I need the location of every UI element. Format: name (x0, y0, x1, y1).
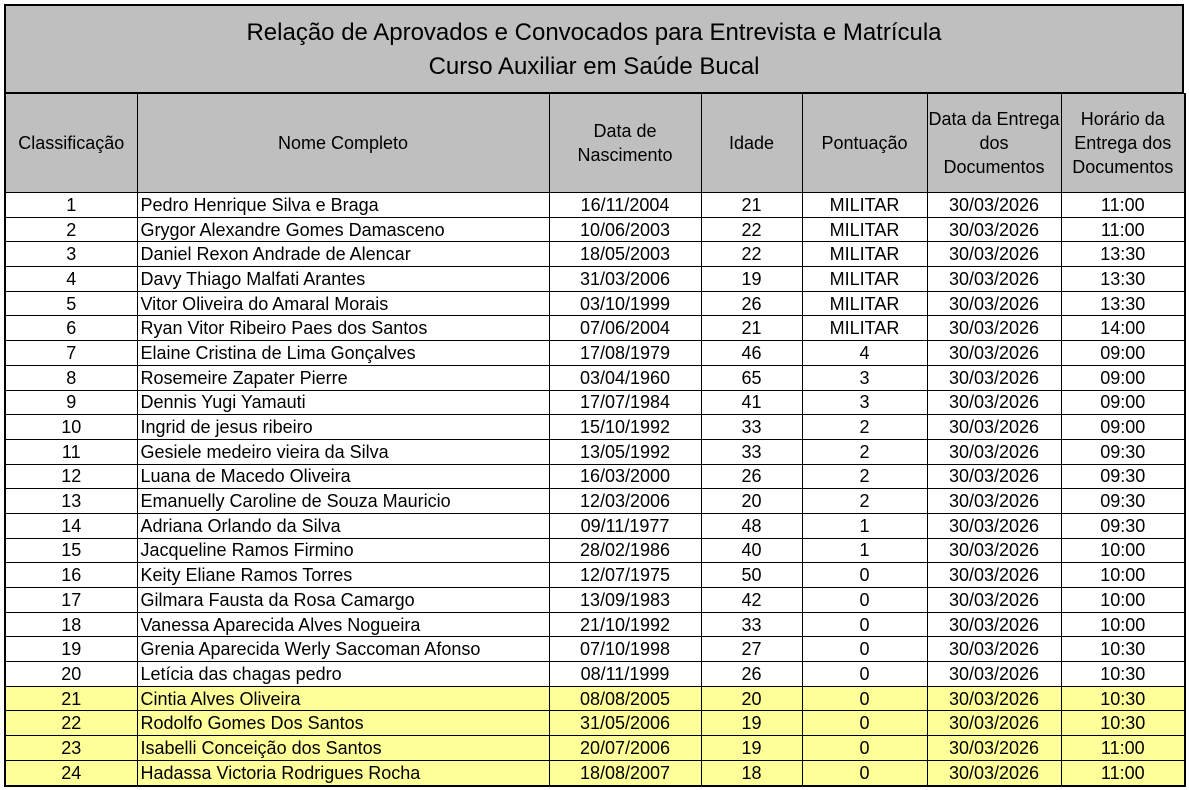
cell-idade: 33 (701, 612, 802, 637)
cell-classificacao: 14 (5, 513, 137, 538)
cell-nome: Isabelli Conceição dos Santos (137, 736, 549, 761)
cell-nome: Grenia Aparecida Werly Saccoman Afonso (137, 637, 549, 662)
cell-data-nascimento: 17/07/1984 (549, 390, 701, 415)
cell-pontuacao: 0 (802, 563, 927, 588)
header-nome-completo: Nome Completo (137, 94, 549, 193)
title-box (4, 4, 1184, 93)
cell-idade: 42 (701, 588, 802, 613)
cell-data-nascimento: 20/07/2006 (549, 736, 701, 761)
cell-data-nascimento: 03/04/1960 (549, 365, 701, 390)
cell-data-entrega: 30/03/2026 (927, 193, 1061, 218)
cell-classificacao: 11 (5, 439, 137, 464)
table-row (5, 588, 1185, 613)
cell-classificacao: 4 (5, 267, 137, 292)
cell-idade: 27 (701, 637, 802, 662)
cell-nome: Davy Thiago Malfati Arantes (137, 267, 549, 292)
cell-horario-entrega: 11:00 (1061, 217, 1185, 242)
cell-data-nascimento: 12/07/1975 (549, 563, 701, 588)
cell-data-nascimento: 28/02/1986 (549, 538, 701, 563)
cell-pontuacao: MILITAR (802, 217, 927, 242)
header-data-entrega: Data da Entrega dos Documentos (927, 94, 1061, 193)
cell-data-entrega: 30/03/2026 (927, 267, 1061, 292)
cell-nome: Keity Eliane Ramos Torres (137, 563, 549, 588)
cell-classificacao: 9 (5, 390, 137, 415)
cell-data-nascimento: 08/08/2005 (549, 686, 701, 711)
table-row (5, 711, 1185, 736)
cell-horario-entrega: 09:30 (1061, 464, 1185, 489)
cell-idade: 50 (701, 563, 802, 588)
cell-classificacao: 21 (5, 686, 137, 711)
table-row (5, 489, 1185, 514)
cell-nome: Jacqueline Ramos Firmino (137, 538, 549, 563)
cell-data-entrega: 30/03/2026 (927, 686, 1061, 711)
table-row (5, 538, 1185, 563)
cell-data-entrega: 30/03/2026 (927, 662, 1061, 687)
cell-data-entrega: 30/03/2026 (927, 242, 1061, 267)
cell-data-entrega: 30/03/2026 (927, 464, 1061, 489)
cell-idade: 20 (701, 686, 802, 711)
cell-data-entrega: 30/03/2026 (927, 217, 1061, 242)
table-row (5, 612, 1185, 637)
cell-data-nascimento: 15/10/1992 (549, 415, 701, 440)
cell-data-entrega: 30/03/2026 (927, 341, 1061, 366)
cell-idade: 21 (701, 316, 802, 341)
table-row (5, 563, 1185, 588)
cell-data-nascimento: 12/03/2006 (549, 489, 701, 514)
cell-data-entrega: 30/03/2026 (927, 563, 1061, 588)
cell-pontuacao: 1 (802, 513, 927, 538)
cell-classificacao: 19 (5, 637, 137, 662)
header-classificacao: Classificação (5, 94, 137, 193)
header-pontuacao: Pontuação (802, 94, 927, 193)
cell-data-entrega: 30/03/2026 (927, 612, 1061, 637)
cell-idade: 26 (701, 662, 802, 687)
cell-classificacao: 12 (5, 464, 137, 489)
cell-horario-entrega: 10:00 (1061, 612, 1185, 637)
title-line-1: Relação de Aprovados e Convocados para Entrevista e Matrícula (246, 19, 942, 46)
table-body (5, 193, 1185, 786)
cell-classificacao: 20 (5, 662, 137, 687)
cell-nome: Vanessa Aparecida Alves Nogueira (137, 612, 549, 637)
cell-horario-entrega: 09:00 (1061, 341, 1185, 366)
cell-pontuacao: 3 (802, 390, 927, 415)
cell-data-entrega: 30/03/2026 (927, 415, 1061, 440)
cell-idade: 48 (701, 513, 802, 538)
cell-data-entrega: 30/03/2026 (927, 711, 1061, 736)
cell-pontuacao: 0 (802, 686, 927, 711)
cell-horario-entrega: 10:00 (1061, 588, 1185, 613)
cell-nome: Ingrid de jesus ribeiro (137, 415, 549, 440)
cell-data-nascimento: 07/10/1998 (549, 637, 701, 662)
cell-classificacao: 24 (5, 760, 137, 785)
cell-nome: Luana de Macedo Oliveira (137, 464, 549, 489)
cell-data-entrega: 30/03/2026 (927, 390, 1061, 415)
cell-pontuacao: 0 (802, 662, 927, 687)
title-line-2: Curso Auxiliar em Saúde Bucal (428, 53, 760, 80)
cell-pontuacao: 0 (802, 637, 927, 662)
cell-nome: Hadassa Victoria Rodrigues Rocha (137, 760, 549, 785)
cell-nome: Grygor Alexandre Gomes Damasceno (137, 217, 549, 242)
header-row (5, 94, 1185, 193)
cell-idade: 40 (701, 538, 802, 563)
table-row (5, 193, 1185, 218)
cell-data-entrega: 30/03/2026 (927, 637, 1061, 662)
cell-horario-entrega: 10:30 (1061, 662, 1185, 687)
table-row (5, 736, 1185, 761)
cell-nome: Vitor Oliveira do Amaral Morais (137, 291, 549, 316)
cell-classificacao: 8 (5, 365, 137, 390)
cell-idade: 19 (701, 267, 802, 292)
cell-idade: 19 (701, 711, 802, 736)
cell-data-entrega: 30/03/2026 (927, 588, 1061, 613)
cell-nome: Daniel Rexon Andrade de Alencar (137, 242, 549, 267)
table-row (5, 464, 1185, 489)
cell-pontuacao: MILITAR (802, 193, 927, 218)
cell-pontuacao: 2 (802, 415, 927, 440)
cell-classificacao: 22 (5, 711, 137, 736)
cell-pontuacao: 2 (802, 489, 927, 514)
table-row (5, 291, 1185, 316)
cell-pontuacao: MILITAR (802, 316, 927, 341)
table-row (5, 637, 1185, 662)
cell-idade: 41 (701, 390, 802, 415)
cell-idade: 22 (701, 217, 802, 242)
cell-nome: Adriana Orlando da Silva (137, 513, 549, 538)
table-row (5, 390, 1185, 415)
cell-nome: Letícia das chagas pedro (137, 662, 549, 687)
header-horario-entrega: Horário da Entrega dos Documentos (1061, 94, 1185, 193)
table-row (5, 760, 1185, 785)
cell-data-nascimento: 17/08/1979 (549, 341, 701, 366)
cell-data-nascimento: 18/05/2003 (549, 242, 701, 267)
cell-data-entrega: 30/03/2026 (927, 316, 1061, 341)
cell-nome: Elaine Cristina de Lima Gonçalves (137, 341, 549, 366)
cell-pontuacao: 0 (802, 612, 927, 637)
cell-idade: 46 (701, 341, 802, 366)
cell-classificacao: 13 (5, 489, 137, 514)
cell-horario-entrega: 11:00 (1061, 760, 1185, 785)
cell-pontuacao: MILITAR (802, 242, 927, 267)
cell-horario-entrega: 09:00 (1061, 365, 1185, 390)
cell-horario-entrega: 09:30 (1061, 513, 1185, 538)
cell-classificacao: 16 (5, 563, 137, 588)
cell-horario-entrega: 14:00 (1061, 316, 1185, 341)
cell-data-nascimento: 31/03/2006 (549, 267, 701, 292)
cell-idade: 26 (701, 291, 802, 316)
cell-data-nascimento: 13/09/1983 (549, 588, 701, 613)
cell-pontuacao: 0 (802, 760, 927, 785)
cell-classificacao: 23 (5, 736, 137, 761)
cell-pontuacao: 0 (802, 711, 927, 736)
cell-horario-entrega: 09:00 (1061, 390, 1185, 415)
cell-idade: 21 (701, 193, 802, 218)
cell-horario-entrega: 11:00 (1061, 736, 1185, 761)
cell-pontuacao: 2 (802, 464, 927, 489)
cell-pontuacao: 0 (802, 588, 927, 613)
cell-idade: 65 (701, 365, 802, 390)
cell-classificacao: 3 (5, 242, 137, 267)
cell-data-entrega: 30/03/2026 (927, 736, 1061, 761)
table-row (5, 662, 1185, 687)
cell-idade: 22 (701, 242, 802, 267)
table-row (5, 513, 1185, 538)
cell-pontuacao: 2 (802, 439, 927, 464)
cell-data-nascimento: 08/11/1999 (549, 662, 701, 687)
cell-horario-entrega: 10:00 (1061, 563, 1185, 588)
cell-pontuacao: 3 (802, 365, 927, 390)
cell-nome: Gilmara Fausta da Rosa Camargo (137, 588, 549, 613)
cell-data-nascimento: 21/10/1992 (549, 612, 701, 637)
cell-horario-entrega: 09:30 (1061, 489, 1185, 514)
cell-data-entrega: 30/03/2026 (927, 489, 1061, 514)
cell-classificacao: 7 (5, 341, 137, 366)
cell-data-entrega: 30/03/2026 (927, 365, 1061, 390)
cell-data-nascimento: 13/05/1992 (549, 439, 701, 464)
cell-classificacao: 17 (5, 588, 137, 613)
cell-nome: Rodolfo Gomes Dos Santos (137, 711, 549, 736)
cell-data-nascimento: 09/11/1977 (549, 513, 701, 538)
table-row (5, 439, 1185, 464)
table-row (5, 267, 1185, 292)
cell-data-nascimento: 31/05/2006 (549, 711, 701, 736)
cell-idade: 18 (701, 760, 802, 785)
spreadsheet (4, 4, 1184, 787)
cell-nome: Ryan Vitor Ribeiro Paes dos Santos (137, 316, 549, 341)
cell-classificacao: 10 (5, 415, 137, 440)
cell-nome: Pedro Henrique Silva e Braga (137, 193, 549, 218)
cell-data-entrega: 30/03/2026 (927, 760, 1061, 785)
cell-idade: 20 (701, 489, 802, 514)
cell-data-nascimento: 03/10/1999 (549, 291, 701, 316)
cell-idade: 33 (701, 415, 802, 440)
cell-idade: 26 (701, 464, 802, 489)
results-table (4, 93, 1186, 787)
cell-pontuacao: MILITAR (802, 267, 927, 292)
cell-nome: Cintia Alves Oliveira (137, 686, 549, 711)
cell-horario-entrega: 13:30 (1061, 267, 1185, 292)
cell-nome: Rosemeire Zapater Pierre (137, 365, 549, 390)
cell-pontuacao: 0 (802, 736, 927, 761)
cell-horario-entrega: 09:30 (1061, 439, 1185, 464)
table-row (5, 365, 1185, 390)
table-row (5, 242, 1185, 267)
header-idade: Idade (701, 94, 802, 193)
cell-nome: Dennis Yugi Yamauti (137, 390, 549, 415)
cell-data-entrega: 30/03/2026 (927, 291, 1061, 316)
cell-pontuacao: 1 (802, 538, 927, 563)
cell-classificacao: 1 (5, 193, 137, 218)
cell-nome: Gesiele medeiro vieira da Silva (137, 439, 549, 464)
cell-nome: Emanuelly Caroline de Souza Mauricio (137, 489, 549, 514)
table-row (5, 686, 1185, 711)
table-row (5, 415, 1185, 440)
table-row (5, 341, 1185, 366)
cell-data-entrega: 30/03/2026 (927, 513, 1061, 538)
cell-horario-entrega: 10:30 (1061, 637, 1185, 662)
cell-idade: 19 (701, 736, 802, 761)
cell-data-entrega: 30/03/2026 (927, 439, 1061, 464)
cell-data-entrega: 30/03/2026 (927, 538, 1061, 563)
cell-data-nascimento: 18/08/2007 (549, 760, 701, 785)
cell-classificacao: 18 (5, 612, 137, 637)
cell-data-nascimento: 07/06/2004 (549, 316, 701, 341)
cell-data-nascimento: 16/11/2004 (549, 193, 701, 218)
table-row (5, 316, 1185, 341)
cell-data-nascimento: 10/06/2003 (549, 217, 701, 242)
cell-classificacao: 6 (5, 316, 137, 341)
cell-classificacao: 15 (5, 538, 137, 563)
cell-horario-entrega: 13:30 (1061, 291, 1185, 316)
cell-idade: 33 (701, 439, 802, 464)
cell-classificacao: 5 (5, 291, 137, 316)
cell-pontuacao: MILITAR (802, 291, 927, 316)
cell-pontuacao: 4 (802, 341, 927, 366)
cell-data-nascimento: 16/03/2000 (549, 464, 701, 489)
cell-classificacao: 2 (5, 217, 137, 242)
cell-horario-entrega: 10:30 (1061, 711, 1185, 736)
cell-horario-entrega: 09:00 (1061, 415, 1185, 440)
header-data-nascimento: Data de Nascimento (549, 94, 701, 193)
cell-horario-entrega: 10:00 (1061, 538, 1185, 563)
cell-horario-entrega: 13:30 (1061, 242, 1185, 267)
table-row (5, 217, 1185, 242)
cell-horario-entrega: 11:00 (1061, 193, 1185, 218)
cell-horario-entrega: 10:30 (1061, 686, 1185, 711)
